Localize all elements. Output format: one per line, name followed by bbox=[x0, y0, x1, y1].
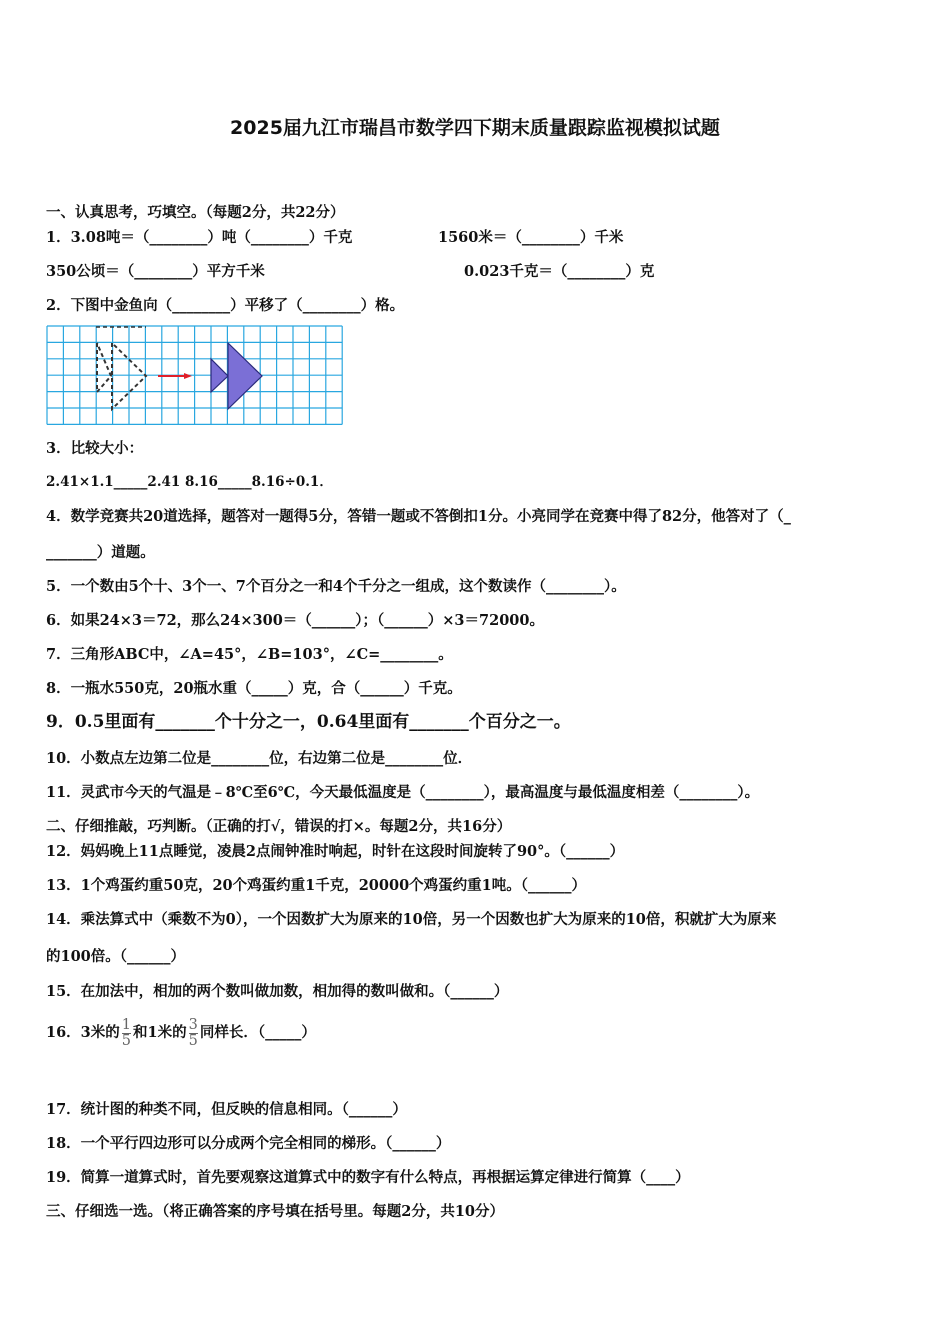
q16-part3: 同样长．（_____） bbox=[199, 1024, 316, 1041]
q1-line2 bbox=[46, 262, 655, 282]
page-title: 2025届九江市瑞昌市数学四下期末质量跟踪监视模拟试题 bbox=[230, 117, 720, 139]
q16-frac1-num: 1 bbox=[121, 1016, 132, 1033]
q19-text: 19．简算一道算式时，首先要观察这道算式中的数字有什么特点，再根据运算定律进行简算（____） bbox=[46, 1169, 690, 1186]
q14-line1: 14．乘法算式中（乘数不为0），一个因数扩大为原来的10倍，另一个因数也扩大为原来的10倍，积就扩大为原来 bbox=[46, 911, 777, 928]
q1-line1 bbox=[46, 228, 624, 248]
q11-text: 11．灵武市今天的气温是﹣8℃至6℃，今天最低温度是（________），最高温度与最低温度相差（________）。 bbox=[46, 784, 760, 801]
q16-frac1-den: 5 bbox=[121, 1032, 132, 1049]
q16-frac2-den: 5 bbox=[188, 1032, 198, 1049]
q16-part2: 和1米的 bbox=[133, 1024, 187, 1041]
q1-d: 0.023千克＝（________）克 bbox=[464, 263, 655, 280]
q1-a: 1．3.08吨＝（________）吨（________）千克 bbox=[46, 229, 353, 246]
q7-text: 7．三角形ABC中，∠A=45°，∠B=103°，∠C=________。 bbox=[46, 646, 453, 663]
q16-part1: 16．3米的 bbox=[46, 1024, 120, 1041]
q9-text: 9．0.5里面有_______个十分之一，0.64里面有_______个百分之一。 bbox=[46, 712, 571, 732]
fish-grid-figure bbox=[46, 325, 343, 425]
move-arrow-head bbox=[184, 373, 192, 379]
fish-tail-original bbox=[97, 343, 111, 392]
q15-text: 15．在加法中，相加的两个数叫做加数，相加得的数叫做和。（______） bbox=[46, 983, 509, 1000]
grid-lines bbox=[47, 326, 342, 424]
q2-text: 2．下图中金鱼向（________）平移了（________）格。 bbox=[46, 297, 405, 314]
q1-b: 1560米＝（________）千米 bbox=[438, 229, 624, 246]
q5-text: 5．一个数由5个十、3个一、7个百分之一和4个千分之一组成，这个数读作（________）。 bbox=[46, 578, 626, 595]
q16-text bbox=[46, 1016, 316, 1050]
q16-fraction-1 bbox=[122, 1018, 131, 1049]
q8-text: 8．一瓶水550克，20瓶水重（_____）克，合（______）千克。 bbox=[46, 680, 462, 697]
q12-text: 12．妈妈晚上11点睡觉，凌晨2点闹钟准时响起，时针在这段时间旋转了90°。（______） bbox=[46, 843, 625, 860]
q14-line2: 的100倍。（______） bbox=[46, 948, 186, 965]
q4-line2: _______）道题。 bbox=[46, 544, 155, 561]
q1-c: 350公顷＝（________）平方千米 bbox=[46, 263, 265, 280]
q3-label: 3．比较大小： bbox=[46, 440, 144, 457]
q3-items: 2.41×1.1_____2.41 8.16_____8.16÷0.1． bbox=[46, 474, 333, 490]
q18-text: 18．一个平行四边形可以分成两个完全相同的梯形。（______） bbox=[46, 1135, 451, 1152]
q16-fraction-2 bbox=[189, 1018, 198, 1049]
q10-text: 10．小数点左边第二位是________位，右边第二位是________位． bbox=[46, 750, 473, 767]
fish-tail-moved bbox=[211, 359, 228, 392]
section2-heading: 二、仔细推敲，巧判断。（正确的打√，错误的打×。每题2分，共16分） bbox=[46, 818, 512, 835]
q13-text: 13．1个鸡蛋约重50克，20个鸡蛋约重1千克，20000个鸡蛋约重1吨。（______） bbox=[46, 877, 586, 894]
q16-frac2-num: 3 bbox=[188, 1016, 198, 1033]
q17-text: 17．统计图的种类不同，但反映的信息相同。（______） bbox=[46, 1101, 407, 1118]
section1-heading: 一、认真思考，巧填空。（每题2分，共22分） bbox=[46, 204, 345, 221]
fish-body-moved bbox=[228, 343, 262, 409]
q4-line1: 4．数学竞赛共20道选择，题答对一题得5分，答错一题或不答倒扣1分。小亮同学在竞赛中得了82分，他答对了（_ bbox=[46, 508, 791, 525]
section3-heading: 三、仔细选一选。（将正确答案的序号填在括号里。每题2分，共10分） bbox=[46, 1203, 505, 1220]
q6-text: 6．如果24×3＝72，那么24×300＝（______）；（______）×3＝72000。 bbox=[46, 612, 544, 629]
